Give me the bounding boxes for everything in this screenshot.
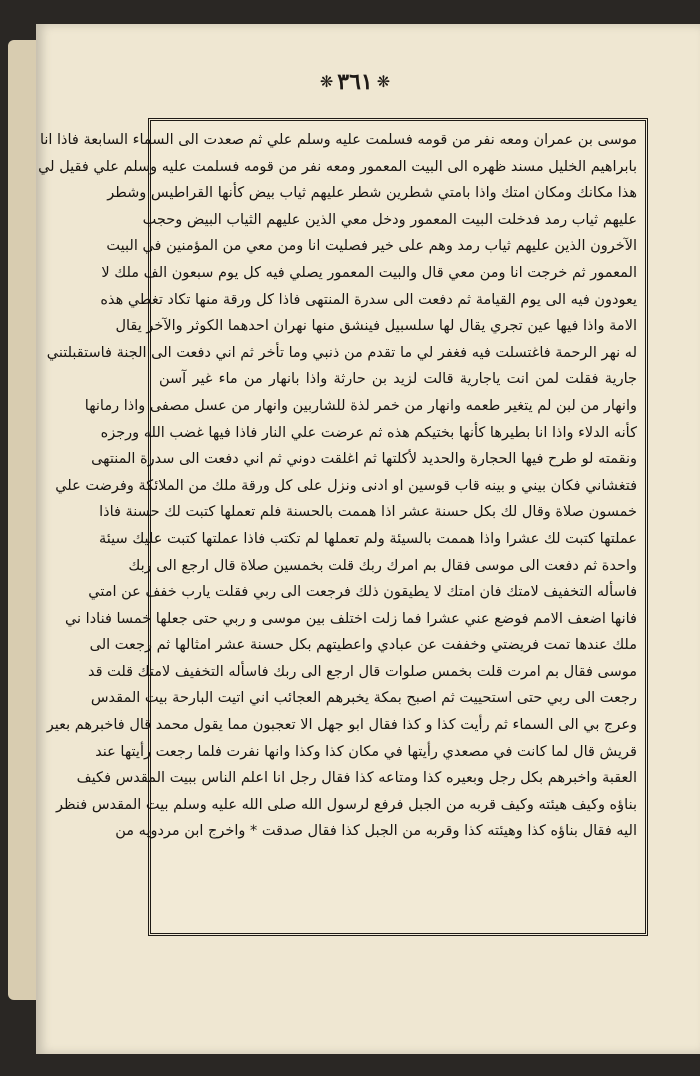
text-line: عليهم ثياب رمد فدخلت البيت المعمور ودخل معي الذين عليهم الثياب البيض وحجب bbox=[142, 211, 637, 228]
text-line: بناؤه وكيف هيئته وكيف قربه من الجبل فرفع لرسول الله صلى الله عليه وسلم بيت المقدس فنظر bbox=[56, 796, 637, 813]
text-line: الامة واذا فيها عين تجري يقال لها سلسبيل فينشق منها نهران احدهما الكوثر والآخر يقال bbox=[115, 318, 637, 335]
text-body bbox=[38, 127, 637, 927]
ornament-right: ❋ bbox=[376, 72, 391, 91]
text-line: العقبة واخبرهم بكل رجل وبعيره كذا ومتاعه كذا فقال رجل انا اعلم الناس ببيت المقدس فكيف bbox=[76, 770, 637, 787]
text-line: واحدة ثم دفعت الى موسى فقال بم امرك ربك قلت بخمسين صلاة قال ارجع الى ربك bbox=[128, 557, 637, 574]
text-frame bbox=[38, 118, 648, 936]
text-line: هذا مكانك ومكان امتك واذا بامتي شطرين شطر عليهم ثياب بيض كأنها القراطيس وشطر bbox=[107, 185, 637, 202]
page-header bbox=[290, 62, 420, 102]
text-line: ونقمته لو طرح فيها الحجارة والحديد لأكلتها ثم اغلقت دوني ثم اني دفعت الى سدرة المنتهى bbox=[91, 451, 637, 468]
text-line: فتغشاني فكان بيني و بينه قاب قوسين او ادنى ونزل على كل ورقة ملك من الملائكة وفرضت علي bbox=[55, 477, 637, 494]
text-line: وانهار من لبن لم يتغير طعمه وانهار من خمر لذة للشاربين وانهار من عسل مصفى واذا رمانها bbox=[84, 397, 637, 414]
text-line: خمسون صلاة وقال لك بكل حسنة عشر اذا هممت بالحسنة فلم تعملها كتبت لك حسنة فاذا bbox=[99, 504, 637, 521]
text-line: رجعت الى ربي حتى استحييت ثم اصبح بمكة يخبرهم العجائب اني اتيت البارحة بيت المقدس bbox=[90, 690, 637, 707]
text-line: له نهر الرحمة فاغتسلت فيه فغفر لي ما تقدم من ذنبي وما تأخر ثم اني دفعت الى الجنة فاستقبلتني bbox=[46, 344, 637, 361]
text-line: فانها اضعف الامم فوضع عني عشرا فما زلت اختلف بين موسى و ربي حتى جعلها خمسا فنادا ني bbox=[64, 610, 637, 627]
text-line: عملتها كتبت لك عشرا واذا هممت بالسيئة ولم تعملها لم تكتب فاذا عملتها كتبت عليك سيئة bbox=[99, 530, 637, 547]
text-line: اليه فقال بناؤه كذا وهيئته كذا وقربه من الجبل كذا فقال صدقت * واخرج ابن مردويه من bbox=[115, 823, 637, 840]
text-line: بابراهيم الخليل مسند ظهره الى البيت المعمور ومعه نفر من قومه فسلمت عليه وسلم علي فقيل لي bbox=[38, 158, 637, 175]
text-line: فاسأله التخفيف لامتك فان امتك لا يطيقون ذلك فرجعت الى ربي فقلت يارب خفف عن امتي bbox=[88, 584, 637, 601]
text-line: موسى فقال بم امرت قلت بخمس صلوات قال ارجع الى ربك فاسأله التخفيف لامتك قلت قد bbox=[87, 663, 637, 680]
ornament-left: ❋ bbox=[319, 72, 334, 91]
text-line: ملك عندها تمت فريضتي وخففت عن عبادي واعطيتهم بكل حسنة عشر امثالها ثم رجعت الى bbox=[89, 637, 637, 654]
text-line: يعودون فيه الى يوم القيامة ثم دفعت الى سدرة المنتهى فاذا كل ورقة منها تكاد تغطي هذه bbox=[100, 291, 637, 308]
text-line: جارية فقلت لمن انت ياجارية قالت لزيد بن حارثة واذا بانهار من ماء غير آسن bbox=[159, 371, 637, 388]
text-line: موسى بن عمران ومعه نفر من قومه فسلمت عليه وسلم علي ثم صعدت الى السماء السابعة فاذا انا bbox=[39, 132, 637, 148]
text-line: وعرج بي الى السماء ثم رأيت كذا و كذا فقال ابو جهل الا تعجبون مما يقول محمد قال فاخبرهم بعير bbox=[46, 717, 637, 734]
text-line: الآخرون الذين عليهم ثياب رمد وهم على خير فصليت انا ومن معي من المؤمنين في البيت bbox=[106, 238, 637, 255]
page-number: ٣٦١ bbox=[337, 69, 373, 95]
text-line: كأنه الدلاء واذا انا بطيرها كأنها بختيكم هذه ثم عرضت علي النار فاذا فيها غضب الله ورجزه bbox=[100, 424, 637, 441]
text-line: قريش قال لما كانت في مصعدي رأيتها في مكان كذا وكذا وانها نفرت فلما رجعت رأيتها عند bbox=[95, 743, 637, 760]
text-line: المعمور ثم خرجت انا ومن معي قال والبيت المعمور يصلي فيه كل يوم سبعون الف ملك لا bbox=[101, 264, 637, 281]
